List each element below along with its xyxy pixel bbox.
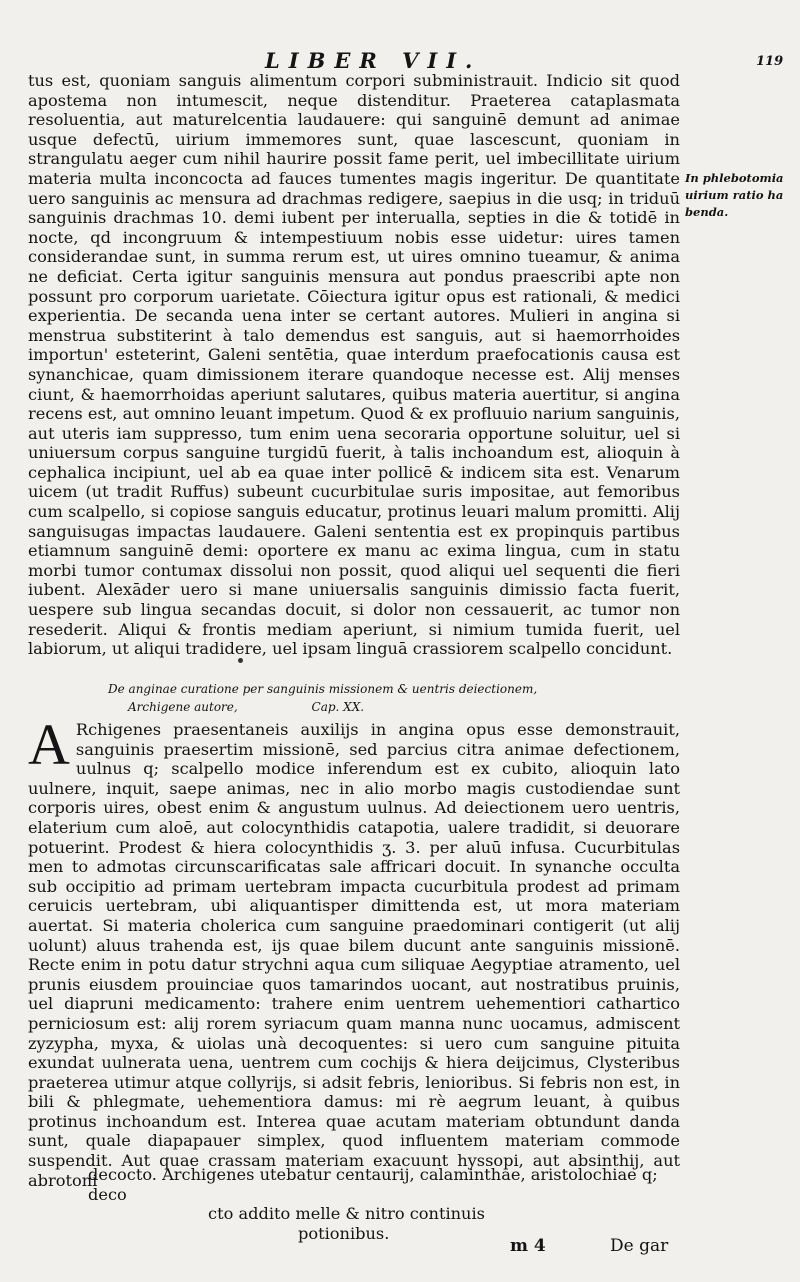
- drop-capital: A: [28, 712, 70, 777]
- paragraph-body-2: Rchigenes praesentaneis auxilijs in angina opus esse demonstrauit, sanguinis praesertim missionē, sed parcius citra animae defectionem, uulnus q; scalpello modice inferendum est ex cubito, alioquin lato uulnere, inquit, saepe animas, nec in alio morbo magis custodiendae sunt corporis uires, obest enim & angustum uulnus. Ad deiectionem uero uentris, elaterium cum aloē, aut colocynthidis catapotia, ualere tradidit, si deuorare potuerint. Prodest & hiera colocynthidis ʒ. 3. per aluū infusa. Cucurbitulas men to admotas circunscarificatas sale affricari docuit. In synanche occulta sub occipitio ad primam uertebram impacta cucurbitula prodest ad primam ceruicis uertebram, ubi aliquantisper dimittenda est, ut mora materiam auertat. Si materia cholerica cum sanguine praedominari contigerit (ut alij uolunt) aluus trahenda est, ijs quae bilem ducunt ante sanguinis missionē. Recte enim in potu datur strychni aqua cum siliquae Aegyptiae atramento, uel prunis eiusdem prouinciae quos tamarindos uocant, aut nostratibus pruinis, uel diapruni medicamento: trahere enim uentrem uehementiori cathartico perniciosum est: alij rorem syriacum quam manna nunc uocamus, admiscent zyzypha, myxa, & uiolas unà decoquentes: si uero cum sanguine pituita exundat uulnerata uena, uentrem cum cochijs & hiera deijcimus, Clysteribus praeterea utimur atque collyrijs, si adsit febris, lenioribus. Si febris non est, in bili & phlegmate, uehementiora damus: mi rè aegrum leuant, à quibus protinus inchoandum est. Interea quae acutam materiam obtundunt danda sunt, quale diapapauer simplex, quod influentem materiam commode suspendit. Aut quae crassam materiam exacuunt hyssopi, aut absinthij, aut abrotoni: [28, 720, 680, 1190]
- chapter-number: Cap. XX.: [311, 700, 365, 714]
- chapter-text-block: [28, 712, 680, 1190]
- paragraph-body-1: tus est, quoniam sanguis alimentum corpori subministrauit. Indicio sit quod apostema non intumescit, neque distenditur. Praeterea cataplasmata resoluentia, aut maturelcentia laudauere: qui sanguinē demunt ad animae usque defectū, uirium immemores sunt, quae lascescunt, quoniam in strangulatu aeger cum nihil haurire possit fame perit, uel imbecillitate uirium materia multa inconcocta ad fauces tumentes magis ingeritur. De quantitate uero sanguinis ac mensura ad drachmas redigere, saepius in die usq; in triduū sanguinis drachmas 10. demi iubent per interualla, septies in die & totidē in nocte, qd incongruum & intempestiuum nobis esse uidetur: uires tamen considerandae sunt, in summa rerum est, ut uires omnino tueamur, & anima ne deficiat. Certa igitur sanguinis mensura aut pondus praescribi apte non possunt pro corporum uarietate. Cōiectura igitur opus est rationali, & medici experientia. De secanda uena inter se certant autores. Mulieri in angina si menstrua substiterint à talo demendus est sanguis, aut si haemorrhoides importun' esteterint, Galeni sentētia, quae interdum praefocationis causa est synanchicae, quam dimissionem iterare quandoque necesse est. Alij menses ciunt, & haemorrhoidas aperiunt salutares, quibus materia auertitur, si angina recens est, aut omnino leuant impetum. Quod & ex profluuio narium sanguinis, aut uteris iam suppresso, tum enim uena secoraria opportune soluitur, uel si uniuersum corpus sanguine turgidū fuerit, à talis inchoandum est, alioquin à cephalica incipiunt, uel ab ea quae inter pollicē & indicem sita est. Venarum uicem (ut tradit Ruffus) subeunt cucurbitulae suris impositae, aut femoribus cum scalpello, si copiose sanguis educatur, protinus leuari malum promitti. Alij sanguisugas impactas laudauere. Galeni sententia est ex propinquis partibus etiamnum sanguinē demi: oportere ex manu ac exima lingua, cum in statu morbi tumor contumax dissolui non possit, quod aliqui uel sequenti die fieri iubent. Alexāder uero si mane uniuersalis sanguinis dimissio facta fuerit, uespere sub lingua secandas docuit, si dolor non cessauerit, ac tumor non resederit. Aliqui & frontis mediam aperiunt, si nimium tumida fuerit, uel labiorum, ut aliqui tradidere, uel ipsam linguā crassiorem scalpello concidunt.: [28, 71, 680, 659]
- page-number: 119: [756, 54, 784, 69]
- main-text-block: [28, 71, 680, 659]
- ink-dot: [238, 658, 243, 663]
- running-title: LIBER VII.: [265, 48, 482, 73]
- margin-note: In phlebotomia uirium ratio ha benda.: [685, 171, 784, 219]
- chapter-heading-line2: Archigene autore,: [128, 700, 238, 714]
- catchword: De gar: [610, 1236, 669, 1256]
- signature-mark: m 4: [510, 1236, 546, 1256]
- chapter-heading: [108, 680, 648, 716]
- page-footer: [0, 1236, 800, 1266]
- closing-lines: [28, 1165, 680, 1243]
- chapter-heading-line1: De anginae curatione per sanguinis missionem & uentris deiectionem,: [108, 682, 538, 696]
- closing-line-3: potionibus.: [298, 1223, 390, 1243]
- closing-line-2: cto addito melle & nitro continuis: [208, 1204, 485, 1224]
- closing-line-1: decocto. Archigenes utebatur centaurij, calaminthae, aristolochiae q; deco: [88, 1165, 658, 1204]
